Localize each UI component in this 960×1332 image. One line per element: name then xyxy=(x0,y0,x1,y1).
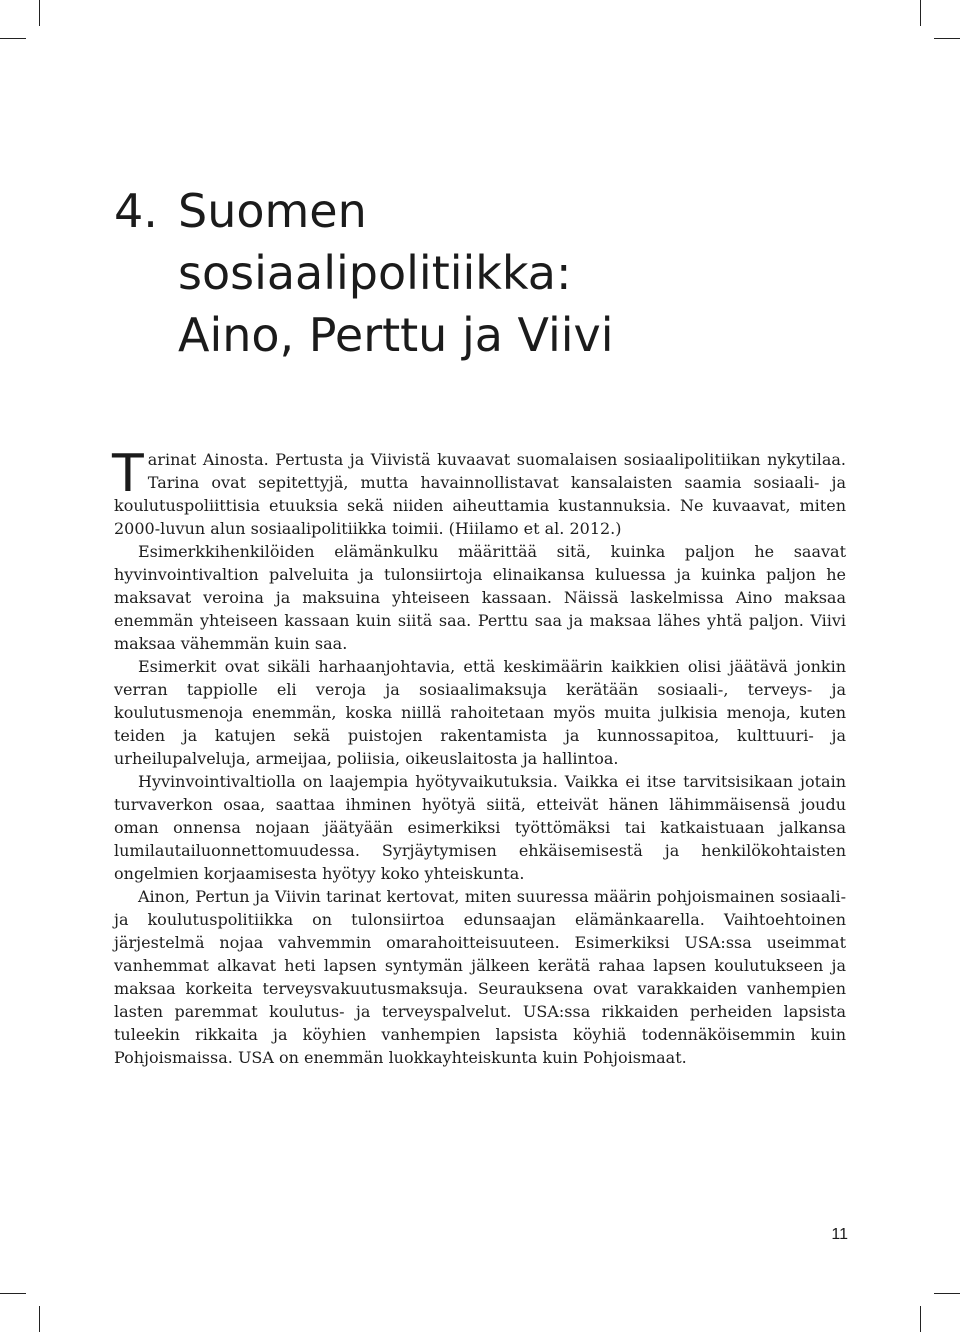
chapter-title-line-2: sosiaalipolitiikka: xyxy=(178,246,572,300)
paragraph-2: Esimerkkihenkilöiden elämänkulku määrittää sitä, kuinka paljon he saavat hyvinvointivaltion palveluita ja tulonsiirtoja elinaikansa kuluessa ja kuinka paljon he maksavat veroina ja maksuina yhteiseen kassaan. Näissä laskelmissa Aino maksaa enemmän yhteiseen kassaan kuin siitä saa. Perttu saa ja maksaa lähes yhtä paljon. Viivi maksaa vähemmän kuin saa. xyxy=(114,542,846,653)
drop-cap: T xyxy=(112,444,144,504)
crop-mark-top-right-horizontal xyxy=(934,38,960,39)
crop-mark-bottom-right-vertical xyxy=(920,1306,921,1332)
paragraph-1 xyxy=(112,444,846,540)
chapter-title-line-1 xyxy=(114,180,834,242)
crop-mark-top-left-vertical xyxy=(39,0,40,26)
chapter-title-text-1: Suomen xyxy=(178,184,367,238)
chapter-title xyxy=(114,180,834,366)
chapter-number: 4. xyxy=(114,184,158,238)
crop-mark-top-right-vertical xyxy=(920,0,921,26)
crop-mark-top-left-horizontal xyxy=(0,38,26,39)
crop-mark-bottom-left-horizontal xyxy=(0,1293,26,1294)
page-number: 11 xyxy=(831,1226,848,1243)
crop-mark-bottom-left-vertical xyxy=(39,1306,40,1332)
body-text xyxy=(112,444,846,1069)
paragraph-4: Hyvinvointivaltiolla on laajempia hyötyvaikutuksia. Vaikka ei itse tarvitsisikaan jotain turvaverkon osaa, saattaa ihminen hyötyä siitä, etteivät hänen lähimmäisensä joudu oman onnensa nojaan jäätyään esimerkiksi työttömäksi tai katkaistuaan jalkansa lumilautailuonnettomuudessa. Syrjäytymisen ehkäisemisestä ja henkilökohtaisten ongelmien korjaamisesta hyötyy koko yhteiskunta. xyxy=(114,772,846,883)
crop-mark-bottom-right-horizontal xyxy=(934,1293,960,1294)
paragraph-3: Esimerkit ovat sikäli harhaanjohtavia, että keskimäärin kaikkien olisi jäätävä jonkin verran tappiolle eli veroja ja sosiaalimaksuja kerätään sosiaali-, terveys- ja koulutusmenoja enemmän, koska niillä rahoitetaan myös muita julkisia menoja, kuten teiden ja katujen sekä puistojen rakentamista ja kunnossapitoa, kulttuuri- ja urheilupalveluja, armeijaa, poliisia, oikeuslaitosta ja hallintoa. xyxy=(114,657,846,768)
chapter-title-line-3: Aino, Perttu ja Viivi xyxy=(178,308,614,362)
paragraph-5: Ainon, Pertun ja Viivin tarinat kertovat, miten suuressa määrin pohjoismainen sosiaali- ja koulutuspolitiikka on tulonsiirtoa edunsaajan elämänkaarella. Vaihtoehtoinen järjestelmä nojaa vahvemmin omarahoitteisuuteen. Esimerkiksi USA:ssa useimmat vanhemmat alkavat heti lapsen syntymän jälkeen kerätä rahaa lapsen koulutukseen ja maksaa korkeita terveysvakuutusmaksuja. Seurauksena ovat varakkaiden vanhempien lasten paremmat koulutus- ja terveyspalvelut. USA:ssa rikkaiden perheiden lapsista tuleekin rikkaita ja köyhien vanhempien lapsista köyhiä todennäköisemmin kuin Pohjoismaissa. USA on enemmän luokkayhteiskunta kuin Pohjoismaat. xyxy=(114,887,846,1067)
paragraph-1-text: arinat Ainosta. Pertusta ja Viivistä kuvaavat suomalaisen sosiaalipolitiikan nykytilaa. Tarina ovat sepitettyjä, mutta havainnollistavat kansalaisten saamia sosiaali- ja koulutuspoliittisia etuuksia sekä niiden aiheuttamia kustannuksia. Ne kuvaavat, miten 2000-luvun alun sosiaalipolitiikka toimii. (Hiilamo et al. 2012.) xyxy=(114,450,846,538)
